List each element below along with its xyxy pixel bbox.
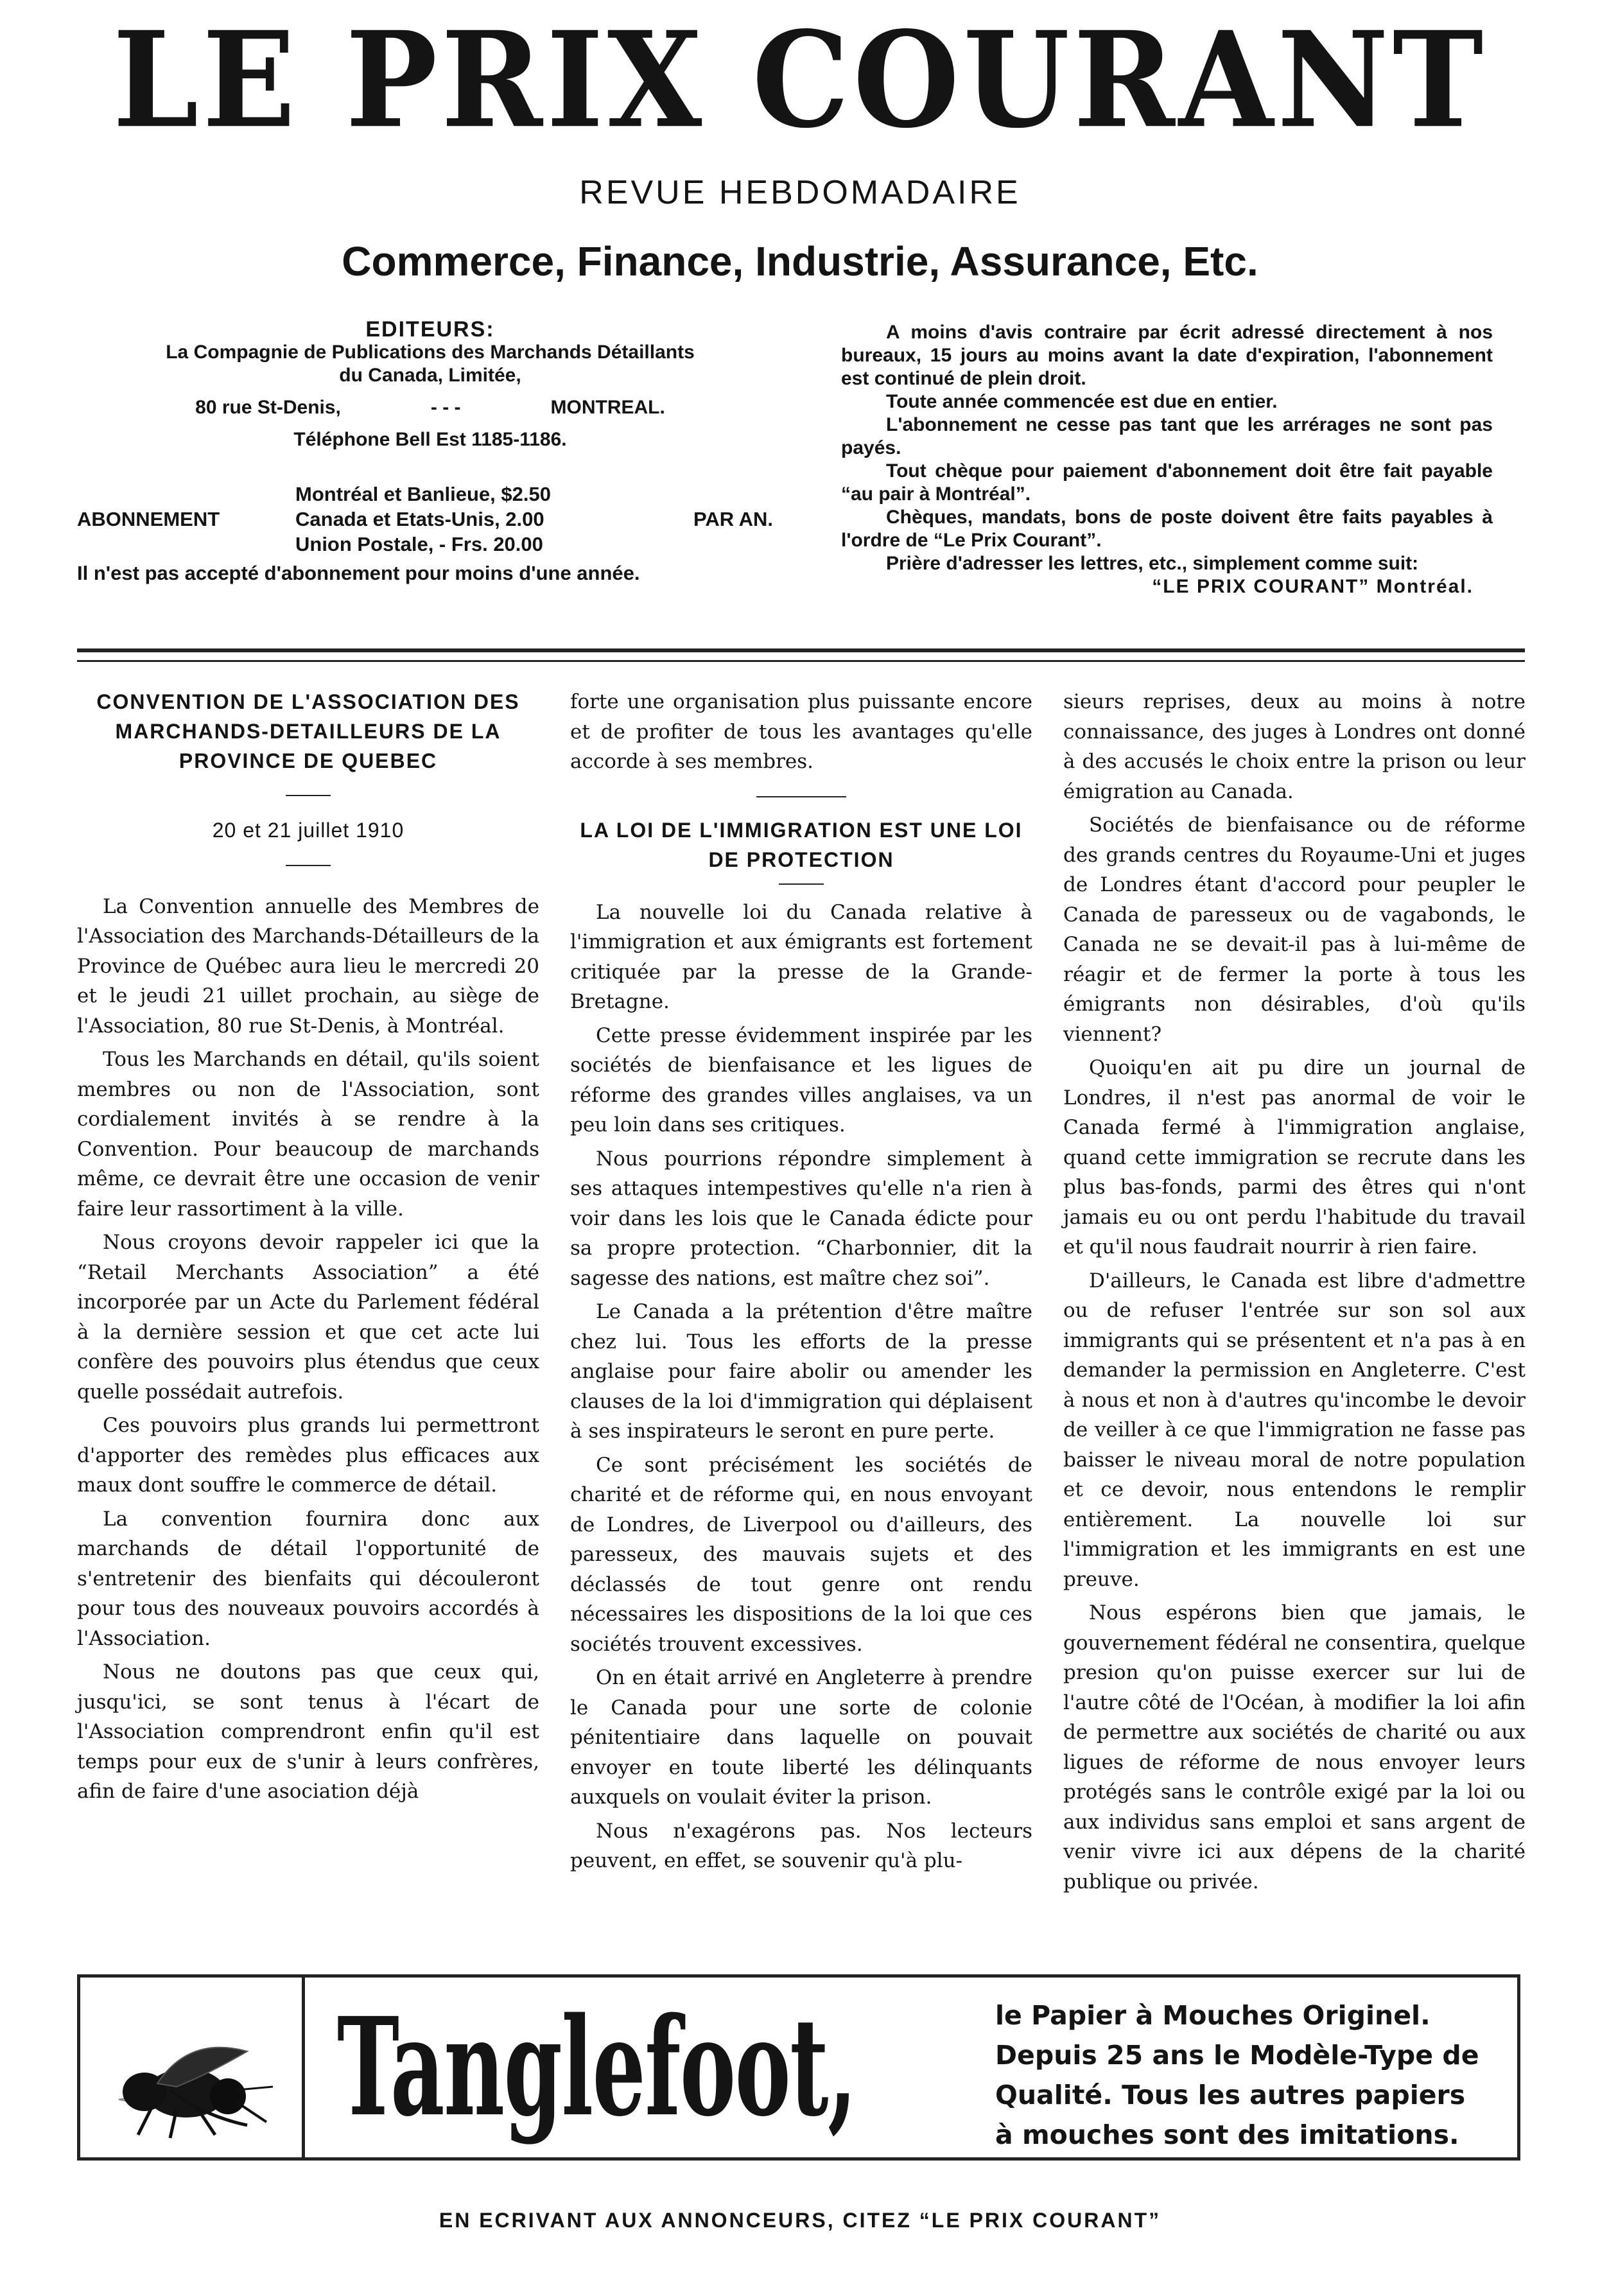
- notice-p5: Chèques, mandats, bons de poste doivent être faits payables à l'ordre de “Le Prix Courant”.: [841, 507, 1493, 551]
- notice-p2: Toute année commencée est due en entier.: [886, 391, 1278, 412]
- divider: [286, 795, 331, 796]
- city: MONTREAL.: [550, 397, 665, 418]
- notice-signature: “LE PRIX COURANT” Montréal.: [1152, 576, 1474, 597]
- address-dashes: - - -: [430, 397, 461, 418]
- rate-union: Union Postale, - Frs. 20.00: [295, 533, 543, 555]
- article-2-p2: Cette presse évidemment inspirée par les sociétés de bienfaisance et les ligues de réforme des grandes villes anglaises, va un peu loin dans ses critiques.: [570, 1023, 1032, 1136]
- header-divider: [77, 648, 1525, 662]
- subscription-label: ABONNEMENT: [77, 508, 220, 530]
- rate-montreal: Montréal et Banlieue, $2.50: [295, 483, 551, 505]
- subscription-block: [77, 482, 783, 586]
- company-line-2: du Canada, Limitée,: [339, 365, 521, 386]
- divider: [756, 796, 846, 797]
- masthead-title: LE PRIX COURANT: [112, 3, 1488, 157]
- ad-line-1: le Papier à Mouches Originel.: [995, 2000, 1430, 2031]
- per-year: PAR AN.: [693, 508, 773, 530]
- article-1-headline: CONVENTION DE L'ASSOCIATION DES MARCHANDS-DETAILLEURS DE LA PROVINCE DE QUEBEC: [96, 690, 520, 772]
- ad-illustration-panel: [80, 1978, 305, 2157]
- notice-p6: Prière d'adresser les lettres, etc., simplement comme suit:: [886, 553, 1419, 574]
- divider: [779, 883, 824, 885]
- article-1-p2: Tous les Marchands en détail, qu'ils soient membres ou non de l'Association, sont cordialement invités à se rendre à la Convention. Pour beaucoup de marchands même, ce devrait être une occasion de venir faire leur rassortiment à la ville.: [77, 1048, 539, 1221]
- article-2-p5: Ce sont précisément les sociétés de charité et de réforme qui, en nous envoyant de Londres, de Liverpool ou d'ailleurs, des paresseux, des mauvais sujets et des déclassés de tout genre ont rendu nécessaires les dispositions de la loi que ces sociétés trouvent excessives.: [570, 1453, 1032, 1656]
- phone-line: Téléphone Bell Est 1185-1186.: [293, 429, 567, 450]
- ad-line-2: Depuis 25 ans le Modèle-Type de: [995, 2040, 1479, 2071]
- tanglefoot-advertisement: [77, 1974, 1520, 2161]
- subscription-rates: [295, 482, 693, 557]
- article-1-p4: Ces pouvoirs plus grands lui permettront d'apporter des remèdes plus efficaces aux maux dont souffre le commerce de détail.: [77, 1414, 539, 1497]
- article-1-p6: Nous ne doutons pas que ceux qui, jusqu'ici, se sont tenus à l'écart de l'Association comprendront enfin qu'il est temps pour eux de s'unir à leurs confrères, afin de faire d'une asociation déjà: [77, 1660, 539, 1803]
- article-2-p1: La nouvelle loi du Canada relative à l'immigration et aux émigrants est fortement critiquée par la presse de la Grande-Bretagne.: [570, 900, 1032, 1013]
- article-2-p10: Quoiqu'en ait pu dire un journal de Londres, il n'est pas anormal de voir le Canada fermé à l'immigration anglaise, quand cette immigration se recrute dans les plus bas-fonds, parmi des êtres qui n'ont jamais eu ou ont perdu l'habitude du travail et qu'il nous faudrait nourrir à rien faire.: [1063, 1056, 1526, 1258]
- article-1-p5: La convention fournira donc aux marchands de détail l'opportunité de s'entretenir des bienfaits qui découleront pour tous des nouveaux pouvoirs accordés à l'Association.: [77, 1507, 539, 1650]
- column-3: [1063, 687, 1526, 1900]
- notice-p1: A moins d'avis contraire par écrit adressé directement à nos bureaux, 15 jours au moins avant la date d'expiration, l'abonnement est continué de plein droit.: [841, 322, 1493, 389]
- editeurs-label: EDITEURS:: [365, 317, 495, 342]
- column-1: [77, 687, 539, 1811]
- ad-copy: [995, 1996, 1509, 2155]
- article-1-p1: La Convention annuelle des Membres de l'Association des Marchands-Détailleurs de la Province de Québec aura lieu le mercredi 20 et le jeudi 21 uillet prochain, au siège de l'Association, 80 rue St-Denis, à Montréal.: [77, 894, 539, 1038]
- article-2-p6: On en était arrivé en Angleterre à prendre le Canada pour une sorte de colonie pénitentiaire dans laquelle on pouvait envoyer en toute liberté les délinquants auxquels on voulait éviter la prison.: [570, 1666, 1032, 1809]
- masthead-tagline: Commerce, Finance, Industrie, Assurance, Etc.: [342, 238, 1258, 284]
- notice-p3: L'abonnement ne cesse pas tant que les arrérages ne sont pas payés.: [841, 414, 1493, 458]
- article-2-headline: LA LOI DE L'IMMIGRATION EST UNE LOI DE PROTECTION: [580, 818, 1023, 871]
- street-address: 80 rue St-Denis,: [195, 397, 341, 418]
- article-2-p11: D'ailleurs, le Canada est libre d'admettre ou de refuser l'entrée sur son sol aux immigrants qui se présentent et n'a pas à en demander la permission en Angleterre. C'est à nous et non à d'autres qu'incombe le devoir de veiller à ce que l'immigration ne fasse pas baisser le niveau moral de notre population et ce devoir, nous entendons le remplir entièrement. La nouvelle loi sur l'immigration et les immigrants en est une preuve.: [1063, 1269, 1526, 1591]
- article-2-p8: sieurs reprises, deux au moins à notre connaissance, des juges à Londres ont donné à des accusés le choix entre la prison ou leur émigration au Canada.: [1063, 690, 1526, 803]
- address-line: [77, 396, 783, 419]
- notice-p4: Tout chèque pour paiement d'abonnement doit être fait payable “au pair à Montréal”.: [841, 460, 1493, 505]
- rate-canada: Canada et Etats-Unis, 2.00: [295, 508, 544, 530]
- article-2-p12: Nous espérons bien que jamais, le gouvernement fédéral ne consentira, quelque presion qu'on puisse exercer sur lui de l'autre côté de l'Océan, à modifier la loi afin de permettre aux sociétés de charité ou aux ligues de réforme de nous envoyer leurs protégés sans le contrôle exigé par la loi ou aux individus sans emploi et sans argent de venir vivre ici aux dépens de la charité publique ou privée.: [1063, 1601, 1526, 1893]
- article-2-p3: Nous pourrions répondre simplement à ses attaques intempestives qu'elle n'a rien à voir dans les lois que le Canada édicte pour sa propre protection. “Charbonnier, dit la sagesse des nations, est maître chez soi”.: [570, 1147, 1032, 1290]
- divider: [286, 865, 331, 866]
- ad-line-4: à mouches sont des imitations.: [995, 2119, 1459, 2150]
- page-footer: EN ECRIVANT AUX ANNONCEURS, CITEZ “LE PRIX COURANT”: [439, 2209, 1161, 2232]
- subscription-notice: [841, 321, 1493, 598]
- fly-icon: [80, 1978, 299, 2157]
- company-line-1: La Compagnie de Publications des Marchands Détaillants: [166, 342, 695, 363]
- article-1-p3: Nous croyons devoir rappeler ici que la “Retail Merchants Association” a été incorporée par un Acte du Parlement fédéral à la dernière session et que cet acte lui confère des pouvoirs plus étendus que ceux quelle possédait autrefois.: [77, 1231, 539, 1404]
- article-2-p7: Nous n'exagérons pas. Nos lecteurs peuvent, en effet, se souvenir qu'à plu-: [570, 1819, 1032, 1872]
- article-2-p4: Le Canada a la prétention d'être maître chez lui. Tous les efforts de la presse anglaise pour faire abolir ou amender les clauses de la loi d'immigration qui déplaisent à ses inspirateurs le seront en pure perte.: [570, 1300, 1032, 1443]
- article-2-p9: Sociétés de bienfaisance ou de réforme des grands centres du Royaume-Uni et juges de Londres étant d'accord pour peupler le Canada de paresseux ou de vagabonds, le Canada ne se devait-il pas à lui-même de réagir et de fermer la porte à tous les émigrants non désirables, d'où qu'ils viennent?: [1063, 813, 1526, 1046]
- publisher-block: [77, 318, 783, 451]
- article-1-date: 20 et 21 juillet 1910: [212, 819, 404, 842]
- subscription-note: Il n'est pas accepté d'abonnement pour moins d'une année.: [77, 562, 640, 584]
- column-2: [570, 687, 1032, 1880]
- masthead-subtitle: REVUE HEBDOMADAIRE: [579, 174, 1021, 211]
- article-1-p7: forte une organisation plus puissante encore et de profiter de tous les avantages qu'elle accorde à ses membres.: [570, 690, 1032, 773]
- ad-line-3: Qualité. Tous les autres papiers: [995, 2080, 1466, 2110]
- ad-brand-name: Tanglefoot,: [337, 1988, 857, 2146]
